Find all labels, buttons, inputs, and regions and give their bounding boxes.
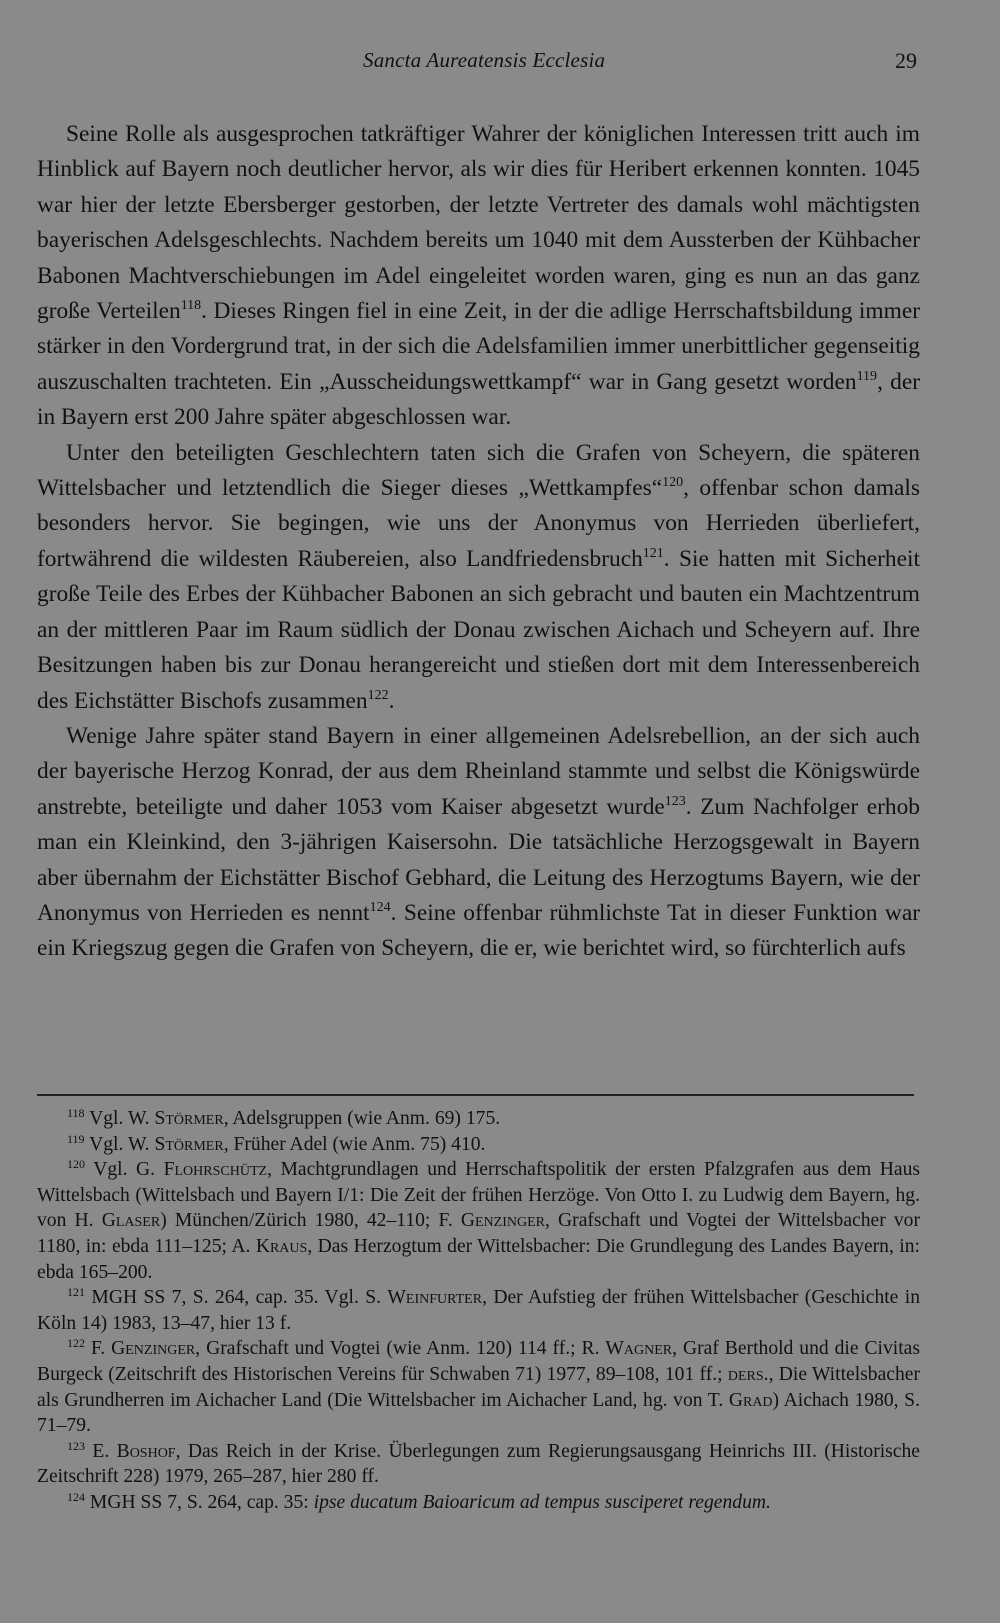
text-run: Vgl. G. xyxy=(93,1159,164,1181)
author-name: Weinfurter xyxy=(387,1287,483,1309)
text-run: , Das Reich in der Krise. Überlegungen zum Regierungsausgang Heinrichs III. (Historische Zeitschrift 228) 1979, 265–287, hier 280 ff. xyxy=(37,1440,920,1488)
paragraph-1 xyxy=(37,117,920,436)
footnote-122 xyxy=(37,1336,920,1438)
author-name: Genzinger xyxy=(111,1338,196,1360)
text-run: Wenige Jahre später stand Bayern in einer allgemeinen Adelsrebellion, an der sich auch der bayerische Herzog Konrad, der aus dem Rheinland stammte und selbst die Königswürde anstrebte, beteiligte und daher 1053 vom Kaiser abgesetzt wurde xyxy=(37,722,920,820)
text-run: . Sie hatten mit Sicherheit große Teile des Erbes der Kühbacher Babonen an sich gebracht und bauten ein Machtzentrum an der mittleren Paar im Raum südlich der Donau zwischen Aichach und Scheyern auf. Ihre Besitzungen haben bis zur Donau herangereicht und stießen dort mit dem Interessenbereich des Eichstätter Bischofs zusammen xyxy=(37,545,920,714)
text-run: , Die Wittelsbacher als Grundherren im Aichacher Land (Die Wittelsbacher im Aichacher Land, hg. von T. xyxy=(37,1363,920,1411)
text-run: Vgl. W. xyxy=(89,1108,155,1129)
author-name: Boshof xyxy=(116,1440,176,1462)
text-run: F. xyxy=(90,1338,112,1360)
footnote-number: 120 xyxy=(67,1157,85,1172)
text-run: MGH SS 7, S. 264, cap. 35. Vgl. S. xyxy=(91,1287,388,1309)
text-run: , Der Aufstieg der frühen Wittelsbacher (Geschichte in Köln 14) 1983, 13–47, hier 13 f. xyxy=(37,1287,920,1334)
footnote-ref: 121 xyxy=(642,545,664,561)
footnote-ref: 119 xyxy=(856,368,878,384)
footnote-ref: 123 xyxy=(664,793,686,809)
text-run: . Zum Nachfolger erhob man ein Kleinkind, den 3-jährigen Kaisersohn. Die tatsächliche Herzogsgewalt in Bayern aber übernahm der Eichstätter Bischof Gebhard, die Leitung des Herzogtums Bayern, wie der Anonymus von Herrieden es nennt xyxy=(37,793,920,926)
main-text xyxy=(37,117,920,967)
footnote-number: 122 xyxy=(67,1336,85,1351)
footnote-number: 123 xyxy=(67,1438,85,1453)
text-run: , Das Herzogtum der Wittelsbacher: Die Grundlegung des Landes Bayern, in: ebda 165–200. xyxy=(37,1235,920,1283)
footnote-number: 124 xyxy=(67,1489,85,1504)
text-run: . Dieses Ringen fiel in eine Zeit, in der die adlige Herrschaftsbildung immer stärker in den Vordergrund trat, in der sich die Adelsfamilien immer unerbittlicher gegenseitig auszuschalten trachteten. Ein „Ausscheidungswettkampf“ war in Gang gesetzt worden xyxy=(37,298,920,395)
text-run: , Grafschaft und Vogtei (wie Anm. 120) 114 ff.; R. xyxy=(195,1338,606,1360)
text-run: Seine Rolle als ausgesprochen tatkräftiger Wahrer der königlichen Interessen tritt auch im Hinblick auf Bayern noch deutlicher hervor, als wir dies für Heribert erkennen konnten. 1045 war hier der letzte Ebersberger gestorben, der letzte Vertreter des damals wohl mächtigsten bayerischen Adelsgeschlechts. Nachdem bereits um 1040 mit dem Aussterben der Kühbacher Babonen Machtverschiebungen im Adel eingeleitet worden waren, ging es nun an das ganz große Verteilen xyxy=(37,121,920,325)
author-name: Glaser xyxy=(101,1210,161,1232)
footnote-120 xyxy=(37,1157,920,1285)
author-name: Wagner xyxy=(605,1338,673,1360)
text-run: , Früher Adel (wie Anm. 75) 410. xyxy=(223,1133,486,1155)
text-run: , Adelsgruppen (wie Anm. 69) 175. xyxy=(223,1108,501,1129)
running-header xyxy=(0,48,1000,82)
author-name: Grad xyxy=(728,1389,773,1411)
text-run: ) München/Zürich 1980, 42–110; F. xyxy=(160,1210,461,1232)
footnote-ref: 118 xyxy=(180,298,202,314)
footnote-124 xyxy=(37,1490,920,1516)
text-run: , offenbar schon damals besonders hervor. Sie begingen, wie uns der Anonymus von Herrieden überliefert, fortwährend die wildesten Räubereien, also Landfriedensbruch xyxy=(37,475,920,572)
footnote-number: 119 xyxy=(67,1131,85,1146)
footnote-ref: 124 xyxy=(369,899,391,915)
text-run: MGH SS 7, S. 264, cap. 35: xyxy=(89,1491,314,1513)
footnote-ref: 120 xyxy=(662,475,684,491)
text-run: E. xyxy=(92,1440,117,1462)
text-run: , der in Bayern erst 200 Jahre später abgeschlossen war. xyxy=(37,368,920,431)
text-run: , Graf Berthold und die Civitas Burgeck (Zeitschrift des Historischen Vereins für Schwaben 71) 1977, 89–108, 101 ff.; xyxy=(37,1338,921,1385)
author-name: Flohrschütz xyxy=(163,1159,268,1181)
paragraph-2 xyxy=(37,436,920,719)
footnote-number: 121 xyxy=(67,1285,85,1300)
text-run: . xyxy=(388,687,395,714)
footnote-119 xyxy=(37,1132,920,1158)
footnote-ref: 122 xyxy=(367,687,389,703)
text-run: Vgl. W. xyxy=(89,1133,155,1155)
footnote-number: 118 xyxy=(67,1106,85,1120)
running-title: Sancta Aureatensis Ecclesia xyxy=(363,48,606,72)
text-run: ) Aichach 1980, S. 71–79. xyxy=(37,1389,920,1437)
footnotes xyxy=(37,1106,920,1516)
footnote-divider xyxy=(37,1094,914,1096)
author-name: Störmer xyxy=(154,1133,224,1155)
paragraph-3 xyxy=(37,719,920,967)
author-name: ders. xyxy=(727,1363,769,1385)
author-name: Störmer xyxy=(154,1108,224,1129)
author-name: Kraus xyxy=(255,1235,308,1257)
text-run: . Seine offenbar rühmlichste Tat in dieser Funktion war ein Kriegszug gegen die Grafen von Scheyern, die er, wie berichtet wird, so fürchterlich aufs xyxy=(37,899,920,962)
page-number: 29 xyxy=(895,48,917,73)
footnote-121 xyxy=(37,1285,920,1336)
text-run: , Machtgrundlagen und Herrschaftspolitik der ersten Pfalzgrafen aus dem Haus Wittelsbach (Wittelsbach und Bayern I/1: Die Zeit der frühen Herzöge. Von Otto I. zu Ludwig dem Bayern, hg. von H. xyxy=(37,1159,921,1232)
footnote-123 xyxy=(37,1439,920,1490)
text-run: , Grafschaft und Vogtei der Wittelsbacher vor 1180, in: ebda 111–125; A. xyxy=(37,1210,920,1257)
footnote-118 xyxy=(37,1106,920,1132)
latin-quote: ipse ducatum Baioaricum ad tempus susciperet regendum. xyxy=(313,1491,771,1513)
author-name: Genzinger xyxy=(460,1210,545,1232)
text-run: Unter den beteiligten Geschlechtern taten sich die Grafen von Scheyern, die späteren Wittelsbacher und letztendlich die Sieger dieses „Wettkampfes“ xyxy=(37,439,920,502)
